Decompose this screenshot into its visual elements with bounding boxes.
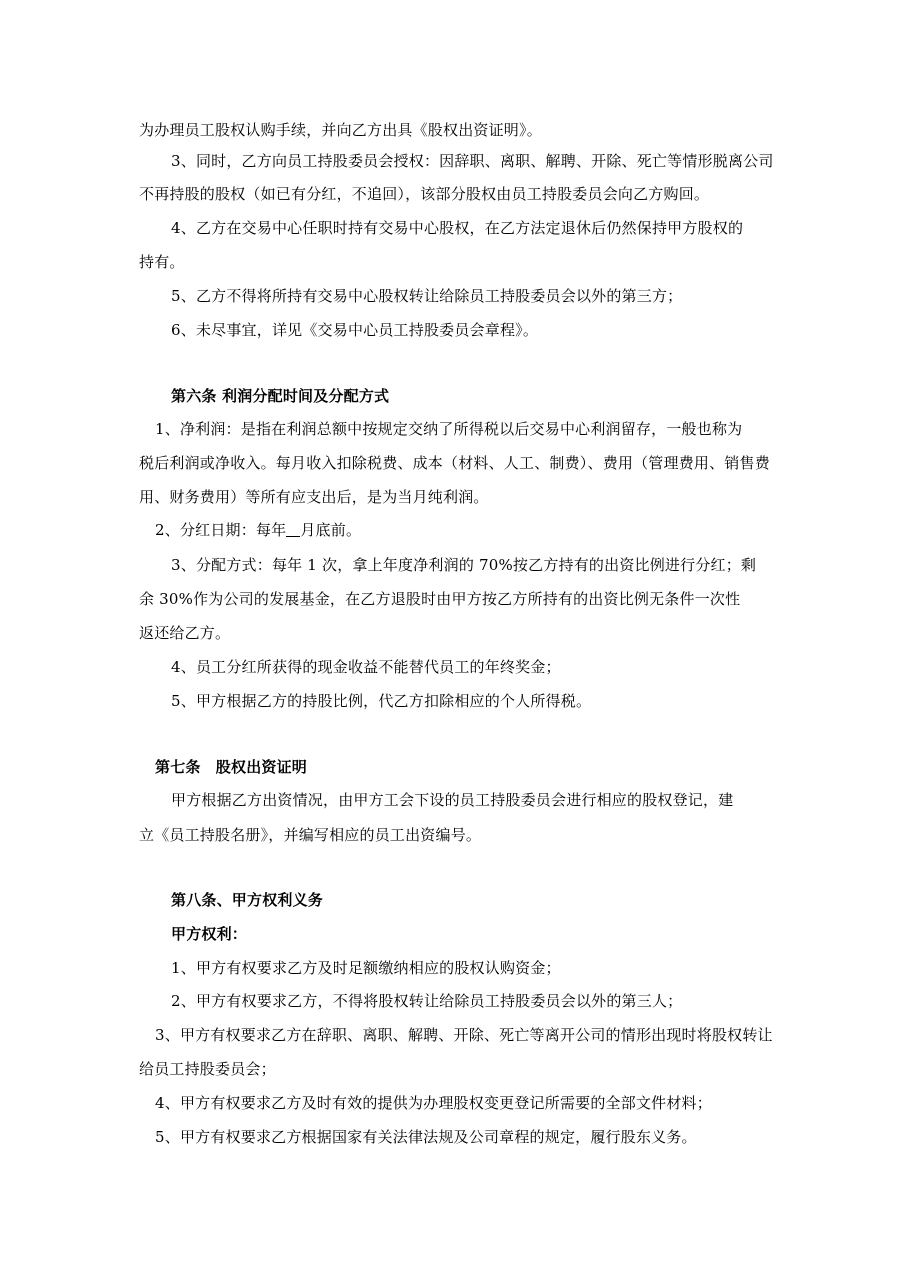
paragraph-line: 1、甲方有权要求乙方及时足额缴纳相应的股权认购资金； bbox=[171, 959, 561, 977]
paragraph-line: 4、员工分红所获得的现金收益不能替代员工的年终奖金； bbox=[171, 658, 561, 676]
paragraph-line: 为办理员工股权认购手续，并向乙方出具《股权出资证明》。 bbox=[139, 121, 542, 139]
paragraph-line: 余 30%作为公司的发展基金，在乙方退股时由甲方按乙方所持有的出资比例无条件一次性 bbox=[139, 590, 741, 608]
dividend-date-suffix: 月底前。 bbox=[300, 521, 362, 539]
dividend-date-prefix: 2、分红日期：每年 bbox=[155, 521, 287, 539]
paragraph-line: 甲方根据乙方出资情况，由甲方工会下设的员工持股委员会进行相应的股权登记，建 bbox=[171, 791, 734, 809]
paragraph-line: 持有。 bbox=[139, 253, 185, 271]
article-6-heading: 第六条 利润分配时间及分配方式 bbox=[171, 387, 390, 405]
paragraph-line: 返还给乙方。 bbox=[139, 624, 231, 642]
paragraph-line bbox=[155, 520, 361, 540]
paragraph-line: 用、财务费用）等所有应支出后，是为当月纯利润。 bbox=[139, 488, 489, 506]
paragraph-line: 3、分配方式：每年 1 次，拿上年度净利润的 70%按乙方持有的出资比例进行分红；剩 bbox=[171, 556, 757, 574]
fill-in-blank bbox=[286, 522, 300, 537]
paragraph-line: 3、同时，乙方向员工持股委员会授权：因辞职、离职、解聘、开除、死亡等情形脱离公司 bbox=[171, 152, 774, 170]
paragraph-line: 6、未尽事宜，详见《交易中心员工持股委员会章程》。 bbox=[171, 321, 539, 339]
article-7-heading: 第七条 股权出资证明 bbox=[155, 758, 308, 776]
paragraph-line: 5、甲方根据乙方的持股比例，代乙方扣除相应的个人所得税。 bbox=[171, 692, 592, 710]
article-8-heading: 第八条、甲方权利义务 bbox=[171, 891, 324, 909]
paragraph-line: 立《员工持股名册》，并编写相应的员工出资编号。 bbox=[139, 826, 482, 844]
paragraph-line: 不再持股的股权（如已有分红，不追回），该部分股权由员工持股委员会向乙方购回。 bbox=[139, 185, 710, 203]
paragraph-line: 1、净利润：是指在利润总额中按规定交纳了所得税以后交易中心利润留存，一般也称为 bbox=[155, 420, 743, 438]
paragraph-line: 3、甲方有权要求乙方在辞职、离职、解聘、开除、死亡等离开公司的情形出现时将股权转让 bbox=[155, 1026, 773, 1044]
paragraph-line: 5、乙方不得将所持有交易中心股权转让给除员工持股委员会以外的第三方； bbox=[171, 287, 683, 305]
article-8-subheading: 甲方权利： bbox=[171, 925, 248, 943]
paragraph-line: 5、甲方有权要求乙方根据国家有关法律法规及公司章程的规定，履行股东义务。 bbox=[155, 1128, 697, 1146]
paragraph-line: 4、甲方有权要求乙方及时有效的提供为办理股权变更登记所需要的全部文件材料； bbox=[155, 1094, 712, 1112]
paragraph-line: 2、甲方有权要求乙方，不得将股权转让给除员工持股委员会以外的第三人； bbox=[171, 992, 683, 1010]
paragraph-line: 税后利润或净收入。每月收入扣除税费、成本（材料、人工、制费）、费用（管理费用、销售费 bbox=[139, 454, 770, 472]
paragraph-line: 给员工持股委员会； bbox=[139, 1060, 276, 1078]
paragraph-line: 4、乙方在交易中心任职时持有交易中心股权，在乙方法定退休后仍然保持甲方股权的 bbox=[171, 219, 744, 237]
